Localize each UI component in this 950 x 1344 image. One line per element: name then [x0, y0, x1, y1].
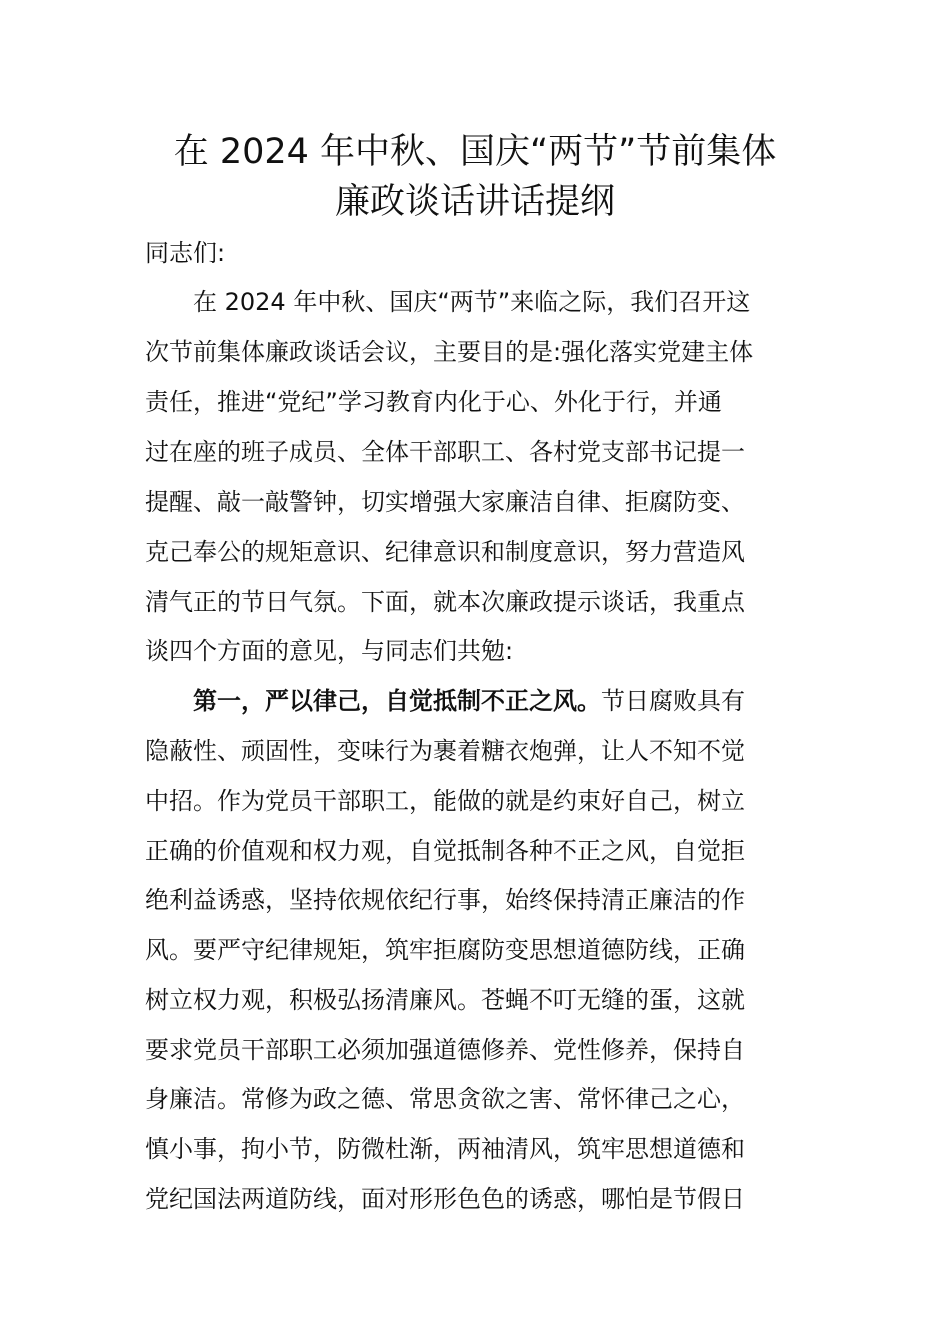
salutation: 同志们: — [145, 239, 226, 267]
paragraph-2-line: 慎小事，拘小节，防微杜渐，两袖清风，筑牢思想道德和 — [145, 1135, 745, 1163]
paragraph-2-line: 身廉洁。常修为政之德、常思贪欲之害、常怀律己之心， — [145, 1085, 745, 1113]
paragraph-1-line: 次节前集体廉政谈话会议，主要目的是:强化落实党建主体 — [145, 338, 754, 366]
document-title-line-1: 在 2024 年中秋、国庆“两节”节前集体 — [173, 132, 777, 172]
paragraph-1-line: 责任，推进“党纪”学习教育内化于心、外化于行，并通 — [145, 388, 722, 416]
paragraph-1-line: 克己奉公的规矩意识、纪律意识和制度意识，努力营造风 — [145, 538, 745, 566]
paragraph-2-line: 树立权力观，积极弘扬清廉风。苍蝇不叮无缝的蛋，这就 — [145, 986, 745, 1014]
paragraph-1-line: 在 2024 年中秋、国庆“两节”来临之际，我们召开这 — [193, 288, 751, 316]
paragraph-1-line: 过在座的班子成员、全体干部职工、各村党支部书记提一 — [145, 438, 745, 466]
paragraph-2-line: 党纪国法两道防线，面对形形色色的诱惑，哪怕是节假日 — [145, 1185, 745, 1213]
paragraph-2-line: 要求党员干部职工必须加强道德修养、党性修养，保持自 — [145, 1036, 745, 1064]
paragraph-1-line: 提醒、敲一敲警钟，切实增强大家廉洁自律、拒腐防变、 — [145, 488, 745, 516]
paragraph-2-line: 绝利益诱惑，坚持依规依纪行事，始终保持清正廉洁的作 — [145, 886, 745, 914]
paragraph-2-line: 隐蔽性、顽固性，变味行为裹着糖衣炮弹，让人不知不觉 — [145, 737, 745, 765]
document-title-line-2: 廉政谈话讲话提纲 — [334, 182, 615, 222]
section-heading-first: 第一，严以律己，自觉抵制不正之风。 — [193, 687, 601, 715]
paragraph-2-line: 正确的价值观和权力观，自觉抵制各种不正之风，自觉拒 — [145, 837, 745, 865]
paragraph-2-first-line — [193, 684, 810, 718]
paragraph-2-line: 风。要严守纪律规矩，筑牢拒腐防变思想道德防线，正确 — [145, 936, 745, 964]
paragraph-2-line: 中招。作为党员干部职工，能做的就是约束好自己，树立 — [145, 787, 745, 815]
paragraph-1-line: 谈四个方面的意见，与同志们共勉: — [145, 637, 514, 665]
paragraph-2-text: 节日腐败具有 — [601, 687, 745, 715]
paragraph-1-line: 清气正的节日气氛。下面，就本次廉政提示谈话，我重点 — [145, 588, 745, 616]
